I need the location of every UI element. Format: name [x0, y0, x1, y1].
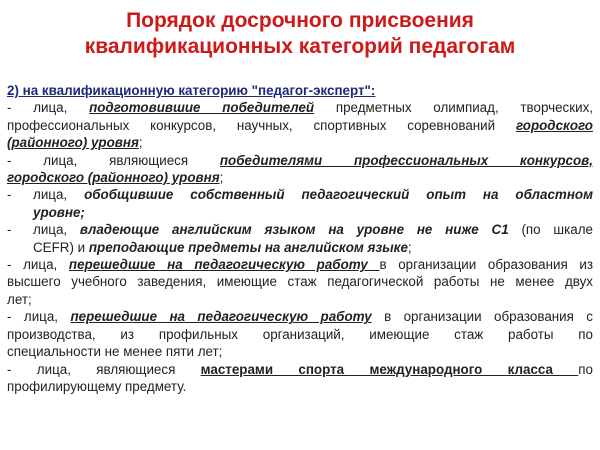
item-emphasis: подготовившие победителей — [89, 100, 315, 116]
item-dash: - — [7, 222, 12, 238]
item-text: - лица, — [7, 309, 71, 325]
item-emphasis: владеющие английским языком на уровне не ниже С1 — [79, 222, 509, 238]
item-text: лица, — [33, 222, 80, 238]
item-text: высшего учебного заведения, имеющие стаж педагогической работы не менее двух — [7, 274, 593, 290]
item-text: производства, из профильных организаций, имеющие стаж работы по — [7, 326, 593, 342]
item-emphasis: мастерами спорта международного класса — [200, 361, 579, 377]
item-text: ; — [219, 170, 224, 186]
title-line-2: квалификационных категорий педагогам — [84, 35, 516, 58]
item-text: - лица, — [7, 257, 69, 273]
item-text: специальности не менее пяти лет; — [7, 344, 223, 360]
item-text: - лица, являющиеся — [7, 152, 220, 168]
item-text: (по шкале — [508, 222, 593, 238]
list-item — [7, 221, 593, 256]
list-item — [7, 186, 593, 221]
item-emphasis: городского — [515, 117, 593, 133]
item-text: ; — [407, 239, 412, 255]
item-text: в организации образования с — [371, 309, 594, 325]
item-dash: - — [7, 187, 12, 203]
slide-body — [7, 82, 593, 395]
item-emphasis: преподающие предметы на английском языке — [88, 239, 408, 255]
item-text: лет; — [7, 291, 32, 307]
item-text: ; — [138, 135, 143, 151]
slide-title — [0, 8, 600, 60]
item-text: CEFR) и — [33, 239, 89, 255]
item-emphasis: уровне; — [33, 204, 85, 220]
list-item — [7, 308, 593, 360]
item-text: профессиональных конкурсов, научных, спортивных соревнований — [7, 117, 516, 133]
item-emphasis: городского (районного) уровня — [7, 170, 220, 186]
item-text: по — [578, 361, 593, 377]
list-item — [7, 256, 593, 308]
list-item — [7, 99, 593, 151]
item-text: - лица, являющиеся — [7, 361, 201, 377]
item-emphasis: обобщившие собственный педагогический опыт на областном — [84, 187, 593, 203]
item-emphasis: перешедшие на педагогическую работу — [70, 309, 372, 325]
item-text: лица, — [33, 187, 85, 203]
list-item — [7, 152, 593, 187]
list-item — [7, 361, 593, 396]
item-text: профилирующему предмету. — [7, 378, 187, 394]
section-heading: 2) на квалификационную категорию "педагог-эксперт": — [7, 83, 376, 98]
item-emphasis: перешедшие на педагогическую работу — [68, 257, 380, 273]
item-text: в организации образования из — [379, 257, 593, 273]
item-text: предметных олимпиад, творческих, — [314, 100, 593, 116]
item-emphasis: (районного) уровня — [7, 135, 139, 151]
item-emphasis: победителями профессиональных конкурсов, — [219, 152, 593, 168]
title-line-1: Порядок досрочного присвоения — [126, 9, 474, 32]
item-text: - лица, — [7, 100, 90, 116]
